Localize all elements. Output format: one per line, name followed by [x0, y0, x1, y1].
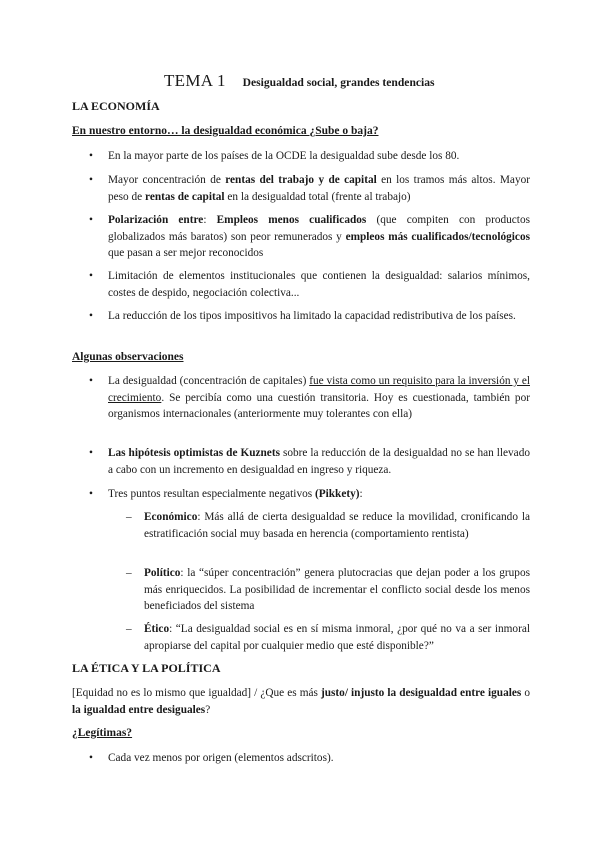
dash-icon: –: [126, 567, 132, 579]
list-item: [72, 373, 530, 423]
list-item: [72, 621, 530, 654]
bullet-icon: •: [89, 752, 93, 764]
subheading-legitimas: ¿Legítimas?: [72, 727, 133, 739]
bullet-icon: •: [89, 488, 93, 500]
bullet-icon: •: [89, 447, 93, 459]
subbullet-text: Ético: “La desigualdad social es en sí misma inmoral, ¿por qué no va a ser inmoral apropiarse del capital por cualquier medio que esté disponible?”: [144, 623, 530, 652]
list-item: [72, 509, 530, 542]
dash-icon: –: [126, 623, 132, 635]
dash-icon: –: [126, 511, 132, 523]
bullet-text: Mayor concentración de rentas del trabajo y de capital en los tramos más altos. Mayor peso de rentas de capital en la desigualdad total (frente al trabajo): [108, 174, 530, 203]
subbullet-text: Político: la “súper concentración” genera plutocracias que dejan poder a los grupos más enriquecidos. La posibilidad de incrementar el conflicto social desde los menos beneficiados del sistema: [144, 567, 530, 612]
list-item: [72, 565, 530, 615]
list-item: [72, 172, 530, 205]
bullet-text: Cada vez menos por origen (elementos adscritos).: [108, 752, 334, 764]
list-item: [72, 148, 530, 165]
section-heading-economia: LA ECONOMÍA: [72, 99, 160, 113]
list-item: [72, 445, 530, 478]
bullet-text: La desigualdad (concentración de capitales) fue vista como un requisito para la inversión y el crecimiento. Se percibía como una cuestión transitoria. Hoy es cuestionada, también por organismos internacionales (anteriormente muy tolerantes con ella): [108, 375, 530, 420]
bullet-icon: •: [89, 214, 93, 226]
title-number: TEMA 1: [164, 71, 226, 90]
page-title: [164, 73, 435, 92]
list-item: [72, 486, 530, 503]
bullet-icon: •: [89, 270, 93, 282]
subheading-entorno: En nuestro entorno… la desigualdad económica ¿Sube o baja?: [72, 125, 379, 137]
section-heading-etica: LA ÉTICA Y LA POLÍTICA: [72, 661, 221, 675]
subbullet-text: Económico: Más allá de cierta desigualdad se reduce la movilidad, cronificando la estratificación social muy basada en herencia (comportamiento rentista): [144, 511, 530, 540]
list-item: [72, 268, 530, 301]
bullet-text: Tres puntos resultan especialmente negativos (Pikkety):: [108, 488, 363, 500]
bullet-text: En la mayor parte de los países de la OCDE la desigualdad sube desde los 80.: [108, 150, 460, 162]
title-subtitle: Desigualdad social, grandes tendencias: [242, 76, 435, 89]
bullet-text: Polarización entre: Empleos menos cualificados (que compiten con productos globalizados más baratos) son peor remunerados y empleos más cualificados/tecnológicos que pasan a ser mejor reconocidos: [108, 214, 530, 259]
list-item: [72, 212, 530, 262]
bullet-text: Limitación de elementos institucionales que contienen la desigualdad: salarios mínimos, costes de despido, negociación colectiva...: [108, 270, 530, 299]
list-item: [72, 308, 530, 325]
bullet-text: La reducción de los tipos impositivos ha limitado la capacidad redistributiva de los países.: [108, 310, 516, 322]
bullet-icon: •: [89, 150, 93, 162]
bullet-icon: •: [89, 310, 93, 322]
bullet-text: Las hipótesis optimistas de Kuznets sobre la reducción de la desigualdad no se han llevado a cabo con un incremento en desigualdad en ingreso y riqueza.: [108, 447, 530, 476]
list-item: [72, 750, 530, 767]
paragraph-equidad: [Equidad no es lo mismo que igualdad] / ¿Que es más justo/ injusto la desigualdad entre iguales o la igualdad entre desiguales?: [72, 687, 530, 716]
bullet-icon: •: [89, 375, 93, 387]
subheading-observaciones: Algunas observaciones: [72, 351, 184, 363]
bullet-icon: •: [89, 174, 93, 186]
